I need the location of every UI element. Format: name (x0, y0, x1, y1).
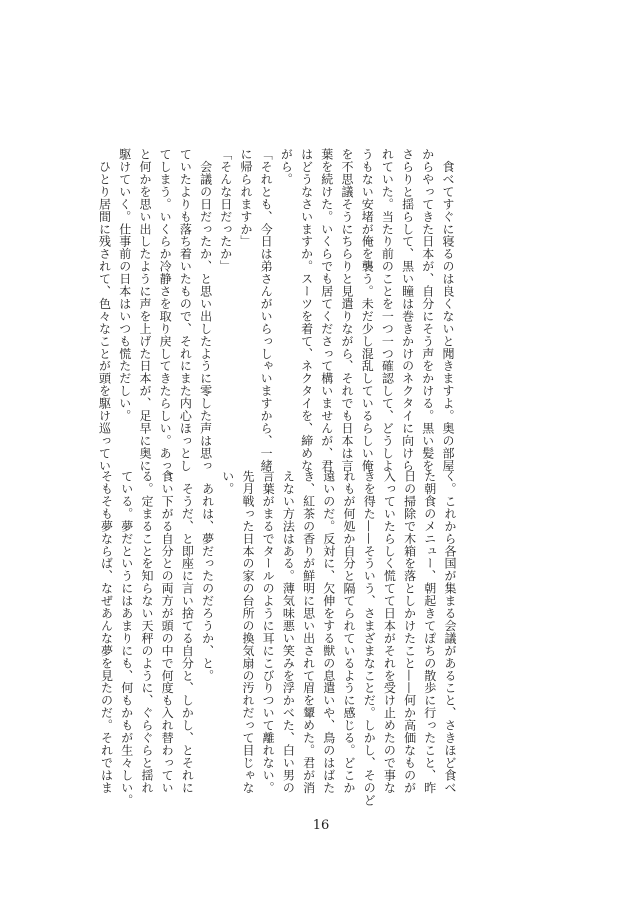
text-line: がら。 (279, 148, 294, 186)
text-line: 食い下がる自分との両方が頭の中で何度も入れ替わってい (160, 470, 175, 794)
text-line: を不思議そうにちらりと見遣りながら、それでも日本は言 (339, 148, 354, 472)
text-line: きを得た——そういう、さまざまなことだ。しかし、そのど (362, 470, 377, 807)
lower-text-block (99, 470, 460, 807)
text-line: 駆けていく。仕事前の日本はいつも慌ただしい。 (117, 148, 132, 422)
text-line: ひとり居間に残されて、色々なことが頭を駆け巡ってい (97, 148, 112, 472)
text-line: 「そんな日だったか」 (218, 148, 233, 273)
text-line: れもが何処か自分と隔てられているように感じる。どこか (341, 470, 356, 794)
text-line: た朝食のメニュー、朝起きてぽちの散歩に行ったこと、昨 (422, 470, 437, 794)
text-line: はどうなさいますか。スーツを着て、ネクタイを、締めな (299, 148, 314, 472)
text-line: れていた。当たり前のことを一つ一つ確認して、どうしよ (380, 148, 395, 472)
text-line: 先月戦った日本の家の台所の換気扇の汚れだって目じゃな (240, 470, 255, 794)
text-line: 遠いのだ。反対に、欠伸をする獣の息遣いや、鳥のはばた (321, 470, 336, 794)
text-line: 会議の日だったか、と思い出したように零した声は思っ (198, 148, 213, 472)
text-line: ていたよりも落ち着いたもので、それにまた内心ほっとし (178, 148, 193, 472)
text-line: に帰られますか」 (238, 148, 253, 248)
text-line: あれは、夢だったのだろうか、と。 (200, 470, 215, 682)
text-line: そうだ、と即座に言い捨てる自分と、しかし、とそれに (180, 470, 195, 794)
text-line: い。 (220, 470, 235, 495)
text-line: さらりと揺らして、黒い瞳は巻きかけのネクタイに向けら (400, 148, 415, 472)
text-line: と何かを思い出したように声を上げた日本が、足早に奥に (137, 148, 152, 472)
text-line: き、紅茶の香りが鮮明に思い出されて眉を顰めた。君が消 (301, 470, 316, 794)
text-line: く。これから各国が集まる会議があること、さきほど食べ (443, 470, 457, 794)
text-line: うもない安堵が俺を襲う。未だ少し混乱しているらしい俺 (360, 148, 375, 472)
text-line: 食べてすぐに寝るのは良くないと聞きますよ。奥の部屋 (441, 148, 455, 472)
text-line: 日の掃除で木箱を落としかけたこと——何か高価なものが (402, 470, 417, 794)
text-line: てしまう。いくらか冷静さを取り戻してきたらしい。あっ、 (158, 148, 173, 485)
text-line: 言葉がまるでタールのように耳にこびりついて離れない。 (261, 470, 276, 794)
text-line: 「それとも、今日は弟さんがいらっしゃいますから、一緒 (259, 148, 274, 472)
text-line: ている。夢だというにはあまりにも、何もかもが生々しい。 (119, 470, 134, 807)
text-line: 葉を続けた。いくらでも居てくださって構いませんが、君 (319, 148, 334, 472)
text-line: そもそも夢ならば、なぜあんな夢を見たのだ。それではま (99, 470, 114, 794)
text-line: からやってきた日本が、自分にそう声をかける。黒い髪を (420, 148, 435, 472)
text-line: 入っていたらしく慌てて日本がそれを受け止めたので事な (382, 470, 397, 794)
upper-text-block (97, 148, 458, 485)
page-number: 16 (312, 818, 330, 833)
text-line: えない方法はある。薄気味悪い笑みを浮かべた、白い男の (281, 470, 296, 794)
text-line: る。定まることを知らない天秤のように、ぐらぐらと揺れ (139, 470, 154, 794)
